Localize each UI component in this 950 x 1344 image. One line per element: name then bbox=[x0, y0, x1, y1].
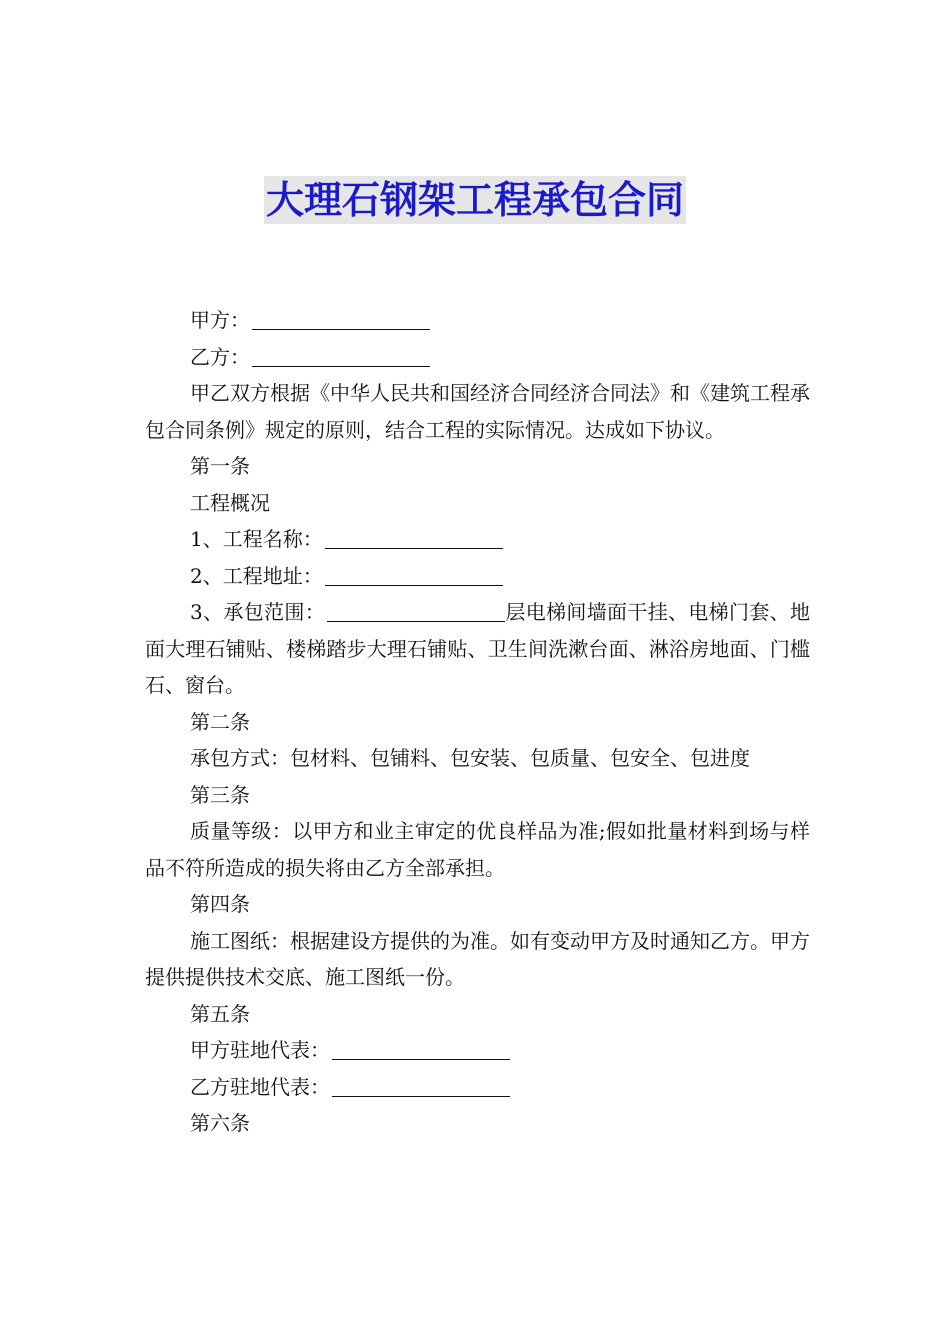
scope-label: 3、承包范围： bbox=[190, 600, 326, 624]
project-name-label: 1、工程名称： bbox=[190, 527, 323, 551]
party-b-line bbox=[145, 339, 810, 376]
rep-a-label: 甲方驻地代表： bbox=[190, 1038, 330, 1062]
article-6-heading: 第六条 bbox=[190, 1111, 250, 1135]
party-a-blank bbox=[252, 307, 430, 330]
party-a-line bbox=[145, 302, 810, 339]
project-address-line bbox=[145, 558, 810, 595]
preamble-paragraph: 甲乙双方根据《中华人民共和国经济合同经济合同法》和《建筑工程承包合同条例》规定的原则，结合工程的实际情况。达成如下协议。 bbox=[145, 381, 810, 442]
article-1-title: 工程概况 bbox=[190, 490, 270, 515]
article-3-heading: 第三条 bbox=[190, 782, 250, 807]
party-b-blank bbox=[252, 344, 430, 367]
rep-b-label: 乙方驻地代表： bbox=[190, 1074, 330, 1099]
scope-blank bbox=[327, 599, 505, 622]
scope-paragraph bbox=[145, 594, 810, 704]
rep-a-blank bbox=[332, 1037, 510, 1060]
project-name-blank bbox=[325, 526, 503, 549]
party-a-label: 甲方： bbox=[190, 308, 250, 332]
project-address-label: 2、工程地址： bbox=[190, 563, 323, 588]
scope-text: 层电梯间墙面干挂、电梯门套、地面大理石铺贴、楼梯踏步大理石铺贴、卫生间洗漱台面、淋浴房地面、门槛石、窗台。 bbox=[145, 600, 811, 697]
party-b-label: 乙方： bbox=[190, 344, 250, 369]
project-address-blank bbox=[325, 563, 503, 586]
article-5-heading: 第五条 bbox=[190, 1001, 250, 1026]
rep-b-blank bbox=[332, 1074, 510, 1097]
article-1-heading: 第一条 bbox=[190, 454, 250, 478]
article-4-text: 施工图纸：根据建设方提供的为准。如有变动甲方及时通知乙方。甲方提供提供技术交底、施工图纸一份。 bbox=[145, 928, 810, 989]
article-2-text: 承包方式：包材料、包铺料、包安装、包质量、包安全、包进度 bbox=[190, 746, 750, 770]
project-name-line bbox=[145, 521, 810, 558]
article-4-heading: 第四条 bbox=[190, 892, 250, 916]
article-2-heading: 第二条 bbox=[190, 709, 250, 734]
rep-b-line bbox=[145, 1069, 810, 1106]
document-title: 大理石钢架工程承包合同 bbox=[265, 178, 684, 222]
contract-body bbox=[145, 302, 810, 1142]
rep-a-line bbox=[145, 1032, 810, 1069]
title-wrap bbox=[0, 176, 950, 224]
article-3-text: 质量等级：以甲方和业主审定的优良样品为准;假如批量材料到场与样品不符所造成的损失将由乙方全部承担。 bbox=[145, 819, 810, 880]
